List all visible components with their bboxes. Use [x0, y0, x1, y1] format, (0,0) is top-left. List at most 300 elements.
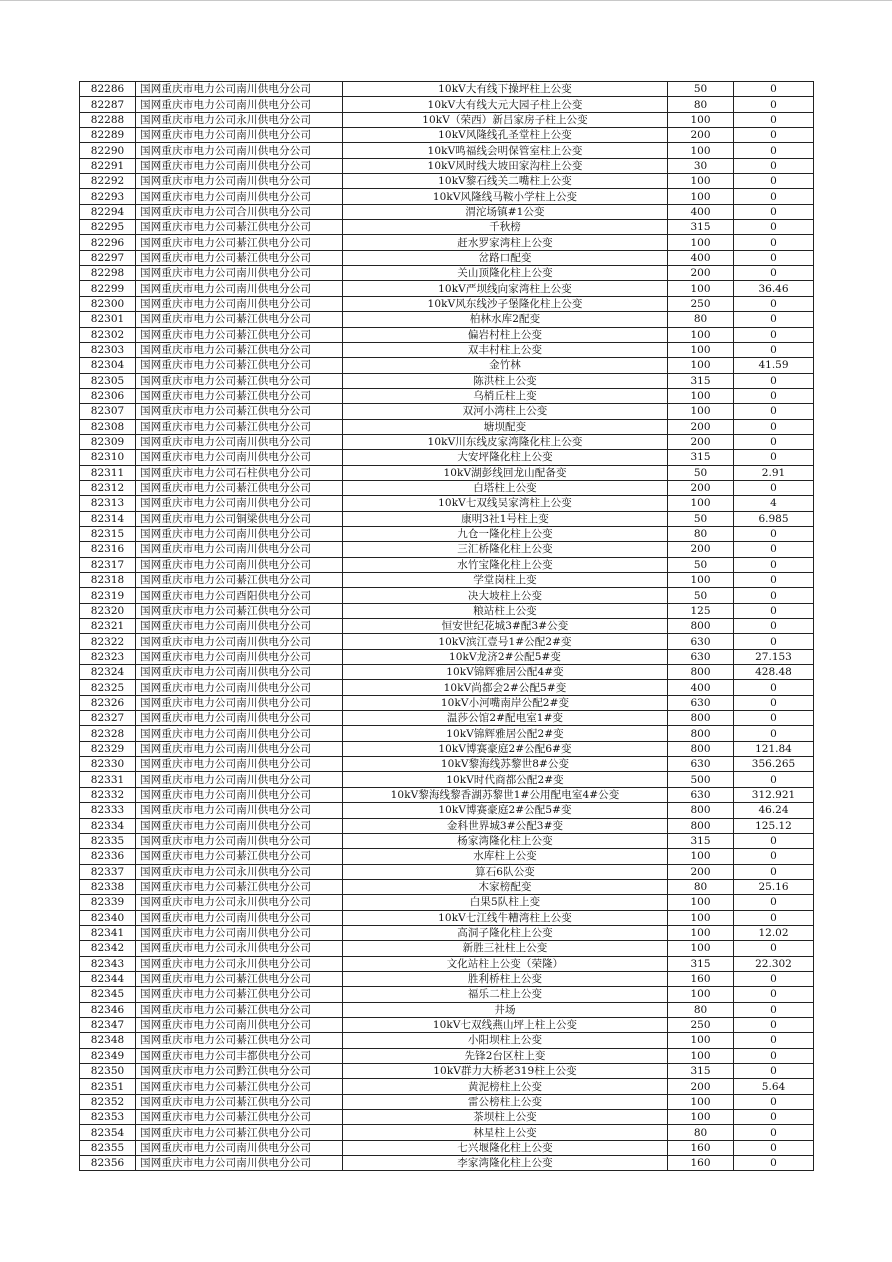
table-row [80, 956, 814, 971]
capacity-cell: 100 [668, 342, 734, 357]
value-cell: 0 [734, 526, 814, 541]
value-cell: 0 [734, 97, 814, 112]
company-cell: 国网重庆市电力公司綦江供电分公司 [136, 419, 343, 434]
table-row [80, 1156, 814, 1171]
company-cell: 国网重庆市电力公司綦江供电分公司 [136, 971, 343, 986]
transformer-name-cell: 10kV锦辉雅居公配2#变 [343, 726, 668, 741]
capacity-cell: 315 [668, 450, 734, 465]
capacity-cell: 80 [668, 1002, 734, 1017]
company-cell: 国网重庆市电力公司永川供电分公司 [136, 941, 343, 956]
capacity-cell: 100 [668, 112, 734, 127]
capacity-cell: 100 [668, 327, 734, 342]
table-row [80, 818, 814, 833]
company-cell: 国网重庆市电力公司南川供电分公司 [136, 128, 343, 143]
company-cell: 国网重庆市电力公司南川供电分公司 [136, 189, 343, 204]
transformer-name-cell: 10kV七双线燕山坪上柱上公变 [343, 1017, 668, 1032]
row-id-cell: 82287 [80, 97, 136, 112]
table-row [80, 1033, 814, 1048]
row-id-cell: 82293 [80, 189, 136, 204]
table-row [80, 526, 814, 541]
value-cell: 0 [734, 634, 814, 649]
table-row [80, 1079, 814, 1094]
company-cell: 国网重庆市电力公司綦江供电分公司 [136, 987, 343, 1002]
transformer-name-cell: 赶水罗家湾柱上公变 [343, 235, 668, 250]
capacity-cell: 800 [668, 619, 734, 634]
table-row [80, 925, 814, 940]
company-cell: 国网重庆市电力公司南川供电分公司 [136, 158, 343, 173]
value-cell: 0 [734, 1156, 814, 1171]
value-cell: 0 [734, 971, 814, 986]
value-cell: 0 [734, 327, 814, 342]
table-row [80, 803, 814, 818]
transformer-name-cell: 10kV小河嘴南岸公配2#变 [343, 695, 668, 710]
row-id-cell: 82292 [80, 174, 136, 189]
capacity-cell: 100 [668, 1094, 734, 1109]
value-cell: 0 [734, 250, 814, 265]
capacity-cell: 200 [668, 480, 734, 495]
transformer-name-cell: 10kV尚都会2#公配5#变 [343, 680, 668, 695]
capacity-cell: 630 [668, 757, 734, 772]
company-cell: 国网重庆市电力公司合川供电分公司 [136, 204, 343, 219]
capacity-cell: 50 [668, 82, 734, 97]
value-cell: 0 [734, 833, 814, 848]
row-id-cell: 82312 [80, 480, 136, 495]
transformer-name-cell: 木家榜配变 [343, 879, 668, 894]
company-cell: 国网重庆市电力公司綦江供电分公司 [136, 603, 343, 618]
company-cell: 国网重庆市电力公司黔江供电分公司 [136, 1064, 343, 1079]
transformer-name-cell: 10kV黎海线苏黎世8#公变 [343, 757, 668, 772]
table-row [80, 250, 814, 265]
value-cell: 46.24 [734, 803, 814, 818]
value-cell: 0 [734, 174, 814, 189]
company-cell: 国网重庆市电力公司南川供电分公司 [136, 925, 343, 940]
table-row [80, 296, 814, 311]
row-id-cell: 82307 [80, 404, 136, 419]
row-id-cell: 82354 [80, 1125, 136, 1140]
value-cell: 0 [734, 895, 814, 910]
row-id-cell: 82288 [80, 112, 136, 127]
table-row [80, 450, 814, 465]
transformer-name-cell: 七兴堰隆化柱上公变 [343, 1140, 668, 1155]
capacity-cell: 100 [668, 404, 734, 419]
transformer-name-cell: 10kV风隆线孔圣堂柱上公变 [343, 128, 668, 143]
table-row [80, 465, 814, 480]
capacity-cell: 100 [668, 1048, 734, 1063]
table-row [80, 1002, 814, 1017]
row-id-cell: 82331 [80, 772, 136, 787]
transformer-name-cell: 10kV群力大桥老319柱上公变 [343, 1064, 668, 1079]
row-id-cell: 82303 [80, 342, 136, 357]
page-top-rule [0, 0, 892, 1]
transformer-name-cell: 李家湾隆化柱上公变 [343, 1156, 668, 1171]
transformer-name-cell: 10kV大有线大元大园子柱上公变 [343, 97, 668, 112]
capacity-cell: 50 [668, 465, 734, 480]
transformer-name-cell: 雷公榜柱上公变 [343, 1094, 668, 1109]
capacity-cell: 200 [668, 434, 734, 449]
table-row [80, 358, 814, 373]
value-cell: 0 [734, 419, 814, 434]
value-cell: 0 [734, 158, 814, 173]
capacity-cell: 630 [668, 787, 734, 802]
value-cell: 0 [734, 603, 814, 618]
company-cell: 国网重庆市电力公司南川供电分公司 [136, 266, 343, 281]
row-id-cell: 82351 [80, 1079, 136, 1094]
row-id-cell: 82309 [80, 434, 136, 449]
capacity-cell: 100 [668, 925, 734, 940]
transformer-name-cell: 福乐二柱上公变 [343, 987, 668, 1002]
value-cell: 0 [734, 941, 814, 956]
row-id-cell: 82289 [80, 128, 136, 143]
transformer-name-cell: 10kV龙济2#公配5#变 [343, 649, 668, 664]
row-id-cell: 82325 [80, 680, 136, 695]
capacity-cell: 125 [668, 603, 734, 618]
row-id-cell: 82311 [80, 465, 136, 480]
capacity-cell: 100 [668, 189, 734, 204]
transformer-name-cell: 黄泥榜柱上公变 [343, 1079, 668, 1094]
transformer-name-cell: 10kV风时线大坡田家沟柱上公变 [343, 158, 668, 173]
transformer-name-cell: 白果5队柱上变 [343, 895, 668, 910]
company-cell: 国网重庆市电力公司綦江供电分公司 [136, 358, 343, 373]
table-row [80, 695, 814, 710]
transformer-name-cell: 10kV鸣福线会明保管室柱上公变 [343, 143, 668, 158]
row-id-cell: 82324 [80, 665, 136, 680]
capacity-cell: 630 [668, 695, 734, 710]
company-cell: 国网重庆市电力公司綦江供电分公司 [136, 404, 343, 419]
capacity-cell: 100 [668, 1033, 734, 1048]
transformer-name-cell: 10kV风隆线马鞍小学柱上公变 [343, 189, 668, 204]
row-id-cell: 82294 [80, 204, 136, 219]
value-cell: 0 [734, 434, 814, 449]
value-cell: 0 [734, 1125, 814, 1140]
table-row [80, 726, 814, 741]
value-cell: 0 [734, 573, 814, 588]
company-cell: 国网重庆市电力公司綦江供电分公司 [136, 1110, 343, 1125]
table-row [80, 772, 814, 787]
table-row [80, 971, 814, 986]
row-id-cell: 82290 [80, 143, 136, 158]
value-cell: 0 [734, 204, 814, 219]
company-cell: 国网重庆市电力公司南川供电分公司 [136, 496, 343, 511]
capacity-cell: 500 [668, 772, 734, 787]
transformer-name-cell: 金科世界城3#公配3#变 [343, 818, 668, 833]
capacity-cell: 400 [668, 680, 734, 695]
transformer-name-cell: 柏林水库2配变 [343, 312, 668, 327]
row-id-cell: 82345 [80, 987, 136, 1002]
row-id-cell: 82308 [80, 419, 136, 434]
transformer-name-cell: 双河小湾柱上公变 [343, 404, 668, 419]
capacity-cell: 315 [668, 373, 734, 388]
row-id-cell: 82339 [80, 895, 136, 910]
table-row [80, 1125, 814, 1140]
capacity-cell: 50 [668, 557, 734, 572]
table-row [80, 342, 814, 357]
table-row [80, 480, 814, 495]
table-row [80, 128, 814, 143]
row-id-cell: 82341 [80, 925, 136, 940]
row-id-cell: 82305 [80, 373, 136, 388]
company-cell: 国网重庆市电力公司綦江供电分公司 [136, 573, 343, 588]
transformer-name-cell: 康明3社1号柱上变 [343, 511, 668, 526]
company-cell: 国网重庆市电力公司南川供电分公司 [136, 1156, 343, 1171]
capacity-cell: 100 [668, 941, 734, 956]
value-cell: 0 [734, 987, 814, 1002]
transformer-name-cell: 10kV锦辉雅居公配4#变 [343, 665, 668, 680]
capacity-cell: 315 [668, 220, 734, 235]
table-row [80, 849, 814, 864]
company-cell: 国网重庆市电力公司南川供电分公司 [136, 143, 343, 158]
transformer-name-cell: 陈洪柱上公变 [343, 373, 668, 388]
value-cell: 0 [734, 1017, 814, 1032]
company-cell: 国网重庆市电力公司南川供电分公司 [136, 818, 343, 833]
row-id-cell: 82337 [80, 864, 136, 879]
capacity-cell: 100 [668, 573, 734, 588]
table-body [80, 82, 814, 1171]
company-cell: 国网重庆市电力公司酉阳供电分公司 [136, 588, 343, 603]
transformer-name-cell: 10kV湖彭线回龙山配备变 [343, 465, 668, 480]
value-cell: 0 [734, 450, 814, 465]
value-cell: 0 [734, 864, 814, 879]
company-cell: 国网重庆市电力公司南川供电分公司 [136, 281, 343, 296]
transformer-name-cell: 10kV黎石线关二嘴柱上公变 [343, 174, 668, 189]
row-id-cell: 82327 [80, 711, 136, 726]
row-id-cell: 82317 [80, 557, 136, 572]
table-row [80, 619, 814, 634]
value-cell: 4 [734, 496, 814, 511]
company-cell: 国网重庆市电力公司南川供电分公司 [136, 634, 343, 649]
row-id-cell: 82343 [80, 956, 136, 971]
company-cell: 国网重庆市电力公司南川供电分公司 [136, 787, 343, 802]
transformer-name-cell: 算石6队公变 [343, 864, 668, 879]
transformer-name-cell: 高洞子隆化柱上公变 [343, 925, 668, 940]
table-row [80, 573, 814, 588]
table-row [80, 97, 814, 112]
capacity-cell: 315 [668, 833, 734, 848]
company-cell: 国网重庆市电力公司永川供电分公司 [136, 864, 343, 879]
value-cell: 0 [734, 726, 814, 741]
capacity-cell: 50 [668, 511, 734, 526]
row-id-cell: 82298 [80, 266, 136, 281]
row-id-cell: 82330 [80, 757, 136, 772]
row-id-cell: 82332 [80, 787, 136, 802]
transformer-name-cell: 岔路口配变 [343, 250, 668, 265]
table-row [80, 603, 814, 618]
transformer-name-cell: 杨家湾隆化柱上公变 [343, 833, 668, 848]
transformer-name-cell: 大安坪隆化柱上公变 [343, 450, 668, 465]
value-cell: 0 [734, 373, 814, 388]
row-id-cell: 82321 [80, 619, 136, 634]
value-cell: 0 [734, 82, 814, 97]
table-row [80, 235, 814, 250]
capacity-cell: 200 [668, 419, 734, 434]
row-id-cell: 82302 [80, 327, 136, 342]
capacity-cell: 100 [668, 235, 734, 250]
table-row [80, 987, 814, 1002]
company-cell: 国网重庆市电力公司南川供电分公司 [136, 174, 343, 189]
row-id-cell: 82336 [80, 849, 136, 864]
capacity-cell: 200 [668, 864, 734, 879]
table-row [80, 665, 814, 680]
capacity-cell: 100 [668, 358, 734, 373]
company-cell: 国网重庆市电力公司綦江供电分公司 [136, 220, 343, 235]
table-row [80, 174, 814, 189]
value-cell: 0 [734, 1002, 814, 1017]
transformer-name-cell: 文化站柱上公变（荣隆） [343, 956, 668, 971]
company-cell: 国网重庆市电力公司南川供电分公司 [136, 542, 343, 557]
table-row [80, 388, 814, 403]
table-row [80, 634, 814, 649]
transformer-name-cell: 井场 [343, 1002, 668, 1017]
company-cell: 国网重庆市电力公司永川供电分公司 [136, 112, 343, 127]
value-cell: 0 [734, 1110, 814, 1125]
company-cell: 国网重庆市电力公司南川供电分公司 [136, 741, 343, 756]
value-cell: 0 [734, 1140, 814, 1155]
transformer-name-cell: 乌梢丘柱上变 [343, 388, 668, 403]
transformer-name-cell: 10kV七江线牛糟湾柱上公变 [343, 910, 668, 925]
company-cell: 国网重庆市电力公司南川供电分公司 [136, 803, 343, 818]
row-id-cell: 82299 [80, 281, 136, 296]
company-cell: 国网重庆市电力公司綦江供电分公司 [136, 327, 343, 342]
row-id-cell: 82355 [80, 1140, 136, 1155]
row-id-cell: 82314 [80, 511, 136, 526]
capacity-cell: 160 [668, 1156, 734, 1171]
value-cell: 22.302 [734, 956, 814, 971]
transformer-name-cell: 10kV七双线吴家湾柱上公变 [343, 496, 668, 511]
row-id-cell: 82350 [80, 1064, 136, 1079]
row-id-cell: 82296 [80, 235, 136, 250]
transformer-name-cell: 塘坝配变 [343, 419, 668, 434]
value-cell: 0 [734, 1033, 814, 1048]
row-id-cell: 82340 [80, 910, 136, 925]
value-cell: 27.153 [734, 649, 814, 664]
table-row [80, 82, 814, 97]
table-row [80, 910, 814, 925]
company-cell: 国网重庆市电力公司南川供电分公司 [136, 772, 343, 787]
transformer-name-cell: 10kV川东线皮家湾隆化柱上公变 [343, 434, 668, 449]
table-row [80, 711, 814, 726]
table-row [80, 1110, 814, 1125]
table-row [80, 879, 814, 894]
company-cell: 国网重庆市电力公司綦江供电分公司 [136, 250, 343, 265]
value-cell: 0 [734, 619, 814, 634]
table-row [80, 864, 814, 879]
row-id-cell: 82352 [80, 1094, 136, 1109]
transformer-name-cell: 粮站柱上公变 [343, 603, 668, 618]
capacity-cell: 80 [668, 526, 734, 541]
table-row [80, 434, 814, 449]
company-cell: 国网重庆市电力公司綦江供电分公司 [136, 1094, 343, 1109]
company-cell: 国网重庆市电力公司南川供电分公司 [136, 910, 343, 925]
value-cell: 0 [734, 711, 814, 726]
table-row [80, 312, 814, 327]
company-cell: 国网重庆市电力公司永川供电分公司 [136, 895, 343, 910]
value-cell: 0 [734, 296, 814, 311]
table-row [80, 281, 814, 296]
table-row [80, 143, 814, 158]
value-cell: 312.921 [734, 787, 814, 802]
capacity-cell: 100 [668, 987, 734, 1002]
capacity-cell: 400 [668, 204, 734, 219]
table-row [80, 1064, 814, 1079]
capacity-cell: 80 [668, 312, 734, 327]
company-cell: 国网重庆市电力公司綦江供电分公司 [136, 879, 343, 894]
capacity-cell: 250 [668, 1017, 734, 1032]
value-cell: 0 [734, 557, 814, 572]
value-cell: 0 [734, 342, 814, 357]
capacity-cell: 30 [668, 158, 734, 173]
capacity-cell: 100 [668, 496, 734, 511]
value-cell: 0 [734, 588, 814, 603]
company-cell: 国网重庆市电力公司南川供电分公司 [136, 726, 343, 741]
row-id-cell: 82315 [80, 526, 136, 541]
capacity-cell: 315 [668, 956, 734, 971]
table-row [80, 557, 814, 572]
row-id-cell: 82286 [80, 82, 136, 97]
company-cell: 国网重庆市电力公司綦江供电分公司 [136, 388, 343, 403]
company-cell: 国网重庆市电力公司丰都供电分公司 [136, 1048, 343, 1063]
transformer-name-cell: 10kV严坝线向家湾柱上公变 [343, 281, 668, 296]
value-cell: 121.84 [734, 741, 814, 756]
value-cell: 0 [734, 680, 814, 695]
company-cell: 国网重庆市电力公司永川供电分公司 [136, 956, 343, 971]
row-id-cell: 82334 [80, 818, 136, 833]
row-id-cell: 82301 [80, 312, 136, 327]
capacity-cell: 100 [668, 895, 734, 910]
capacity-cell: 100 [668, 849, 734, 864]
company-cell: 国网重庆市电力公司綦江供电分公司 [136, 1125, 343, 1140]
capacity-cell: 630 [668, 649, 734, 664]
capacity-cell: 800 [668, 803, 734, 818]
table-row [80, 373, 814, 388]
row-id-cell: 82291 [80, 158, 136, 173]
transformer-name-cell: 恒安世纪花城3#配3#公变 [343, 619, 668, 634]
value-cell: 6.985 [734, 511, 814, 526]
transformer-table [79, 81, 814, 1171]
transformer-name-cell: 白塔柱上公变 [343, 480, 668, 495]
table-row [80, 588, 814, 603]
row-id-cell: 82326 [80, 695, 136, 710]
transformer-name-cell: 10kV博赛豪庭2#公配6#变 [343, 741, 668, 756]
row-id-cell: 82306 [80, 388, 136, 403]
company-cell: 国网重庆市电力公司綦江供电分公司 [136, 312, 343, 327]
value-cell: 0 [734, 235, 814, 250]
company-cell: 国网重庆市电力公司綦江供电分公司 [136, 342, 343, 357]
company-cell: 国网重庆市电力公司南川供电分公司 [136, 1140, 343, 1155]
value-cell: 0 [734, 112, 814, 127]
capacity-cell: 315 [668, 1064, 734, 1079]
capacity-cell: 100 [668, 143, 734, 158]
value-cell: 0 [734, 1048, 814, 1063]
company-cell: 国网重庆市电力公司南川供电分公司 [136, 450, 343, 465]
row-id-cell: 82342 [80, 941, 136, 956]
company-cell: 国网重庆市电力公司南川供电分公司 [136, 649, 343, 664]
transformer-name-cell: 10kV滨江壹号1#公配2#变 [343, 634, 668, 649]
transformer-name-cell: 关山顶隆化柱上公变 [343, 266, 668, 281]
company-cell: 国网重庆市电力公司南川供电分公司 [136, 757, 343, 772]
row-id-cell: 82353 [80, 1110, 136, 1125]
company-cell: 国网重庆市电力公司南川供电分公司 [136, 711, 343, 726]
capacity-cell: 200 [668, 542, 734, 557]
transformer-name-cell: 10kV时代商都公配2#变 [343, 772, 668, 787]
capacity-cell: 100 [668, 910, 734, 925]
capacity-cell: 160 [668, 1140, 734, 1155]
row-id-cell: 82335 [80, 833, 136, 848]
table-row [80, 220, 814, 235]
value-cell: 428.48 [734, 665, 814, 680]
table-row [80, 1017, 814, 1032]
transformer-name-cell: 胜利桥柱上公变 [343, 971, 668, 986]
company-cell: 国网重庆市电力公司綦江供电分公司 [136, 235, 343, 250]
value-cell: 0 [734, 128, 814, 143]
